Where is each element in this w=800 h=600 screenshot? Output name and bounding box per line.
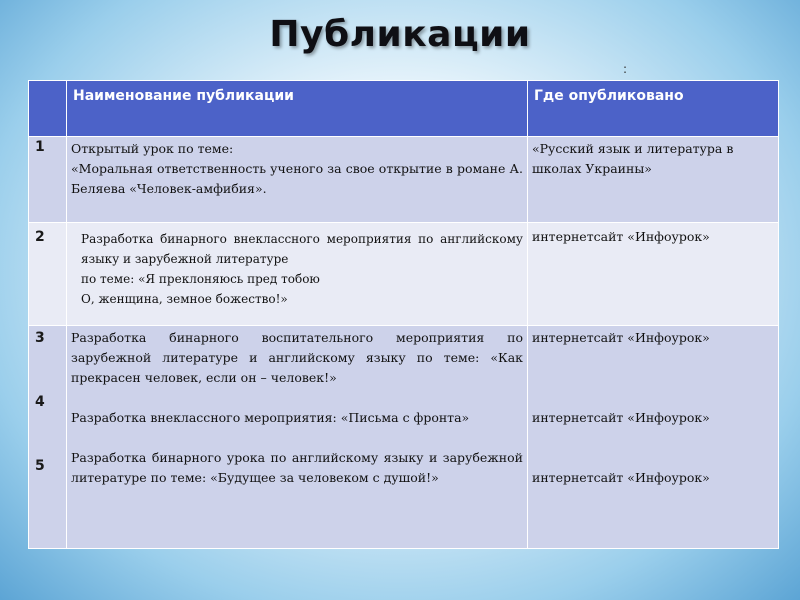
row-number: 1 — [29, 137, 67, 223]
publications-table — [28, 80, 779, 549]
table-row — [29, 223, 779, 326]
publication-where — [528, 326, 779, 549]
name-line: О, женщина, земное божество!» — [81, 292, 288, 306]
header-number — [29, 81, 67, 137]
name-item: Разработка бинарного урока по английскому языку и зарубежной литературе по теме: «Будущее за человеком с душой!» — [71, 450, 523, 485]
publication-name — [67, 223, 528, 326]
header-name: Наименование публикации — [67, 81, 528, 137]
page-title: Публикации — [269, 14, 531, 55]
publication-where: «Русский язык и литература в школах Украины» — [528, 137, 779, 223]
name-item: Разработка внеклассного мероприятия: «Письма с фронта» — [71, 410, 470, 425]
publication-name — [67, 326, 528, 549]
name-item: Разработка бинарного воспитательного мероприятия по зарубежной литературе и английскому языку по теме: «Как прекрасен человек, если он – человек!» — [71, 330, 523, 385]
name-line: Открытый урок по теме: — [71, 141, 234, 156]
publication-where: интернетсайт «Инфоурок» — [528, 223, 779, 326]
where-item: интернетсайт «Инфоурок» — [532, 410, 710, 425]
table-row — [29, 326, 779, 549]
row-number: 2 — [29, 223, 67, 326]
table-header-row — [29, 81, 779, 137]
where-item: интернетсайт «Инфоурок» — [532, 470, 710, 485]
where-item: интернетсайт «Инфоурок» — [532, 330, 710, 345]
header-where: Где опубликовано — [528, 81, 779, 137]
row-number: 3 4 5 — [29, 326, 67, 549]
colon-mark: : — [623, 62, 628, 76]
name-line: по теме: «Я преклоняюсь пред тобою — [81, 272, 320, 286]
publication-name — [67, 137, 528, 223]
name-line: «Моральная ответственность ученого за свое открытие в романе А. Беляева «Человек-амфибия». — [71, 161, 523, 196]
table-row — [29, 137, 779, 223]
name-line: Разработка бинарного внеклассного мероприятия по английскому языку и зарубежной литературе — [81, 232, 523, 266]
